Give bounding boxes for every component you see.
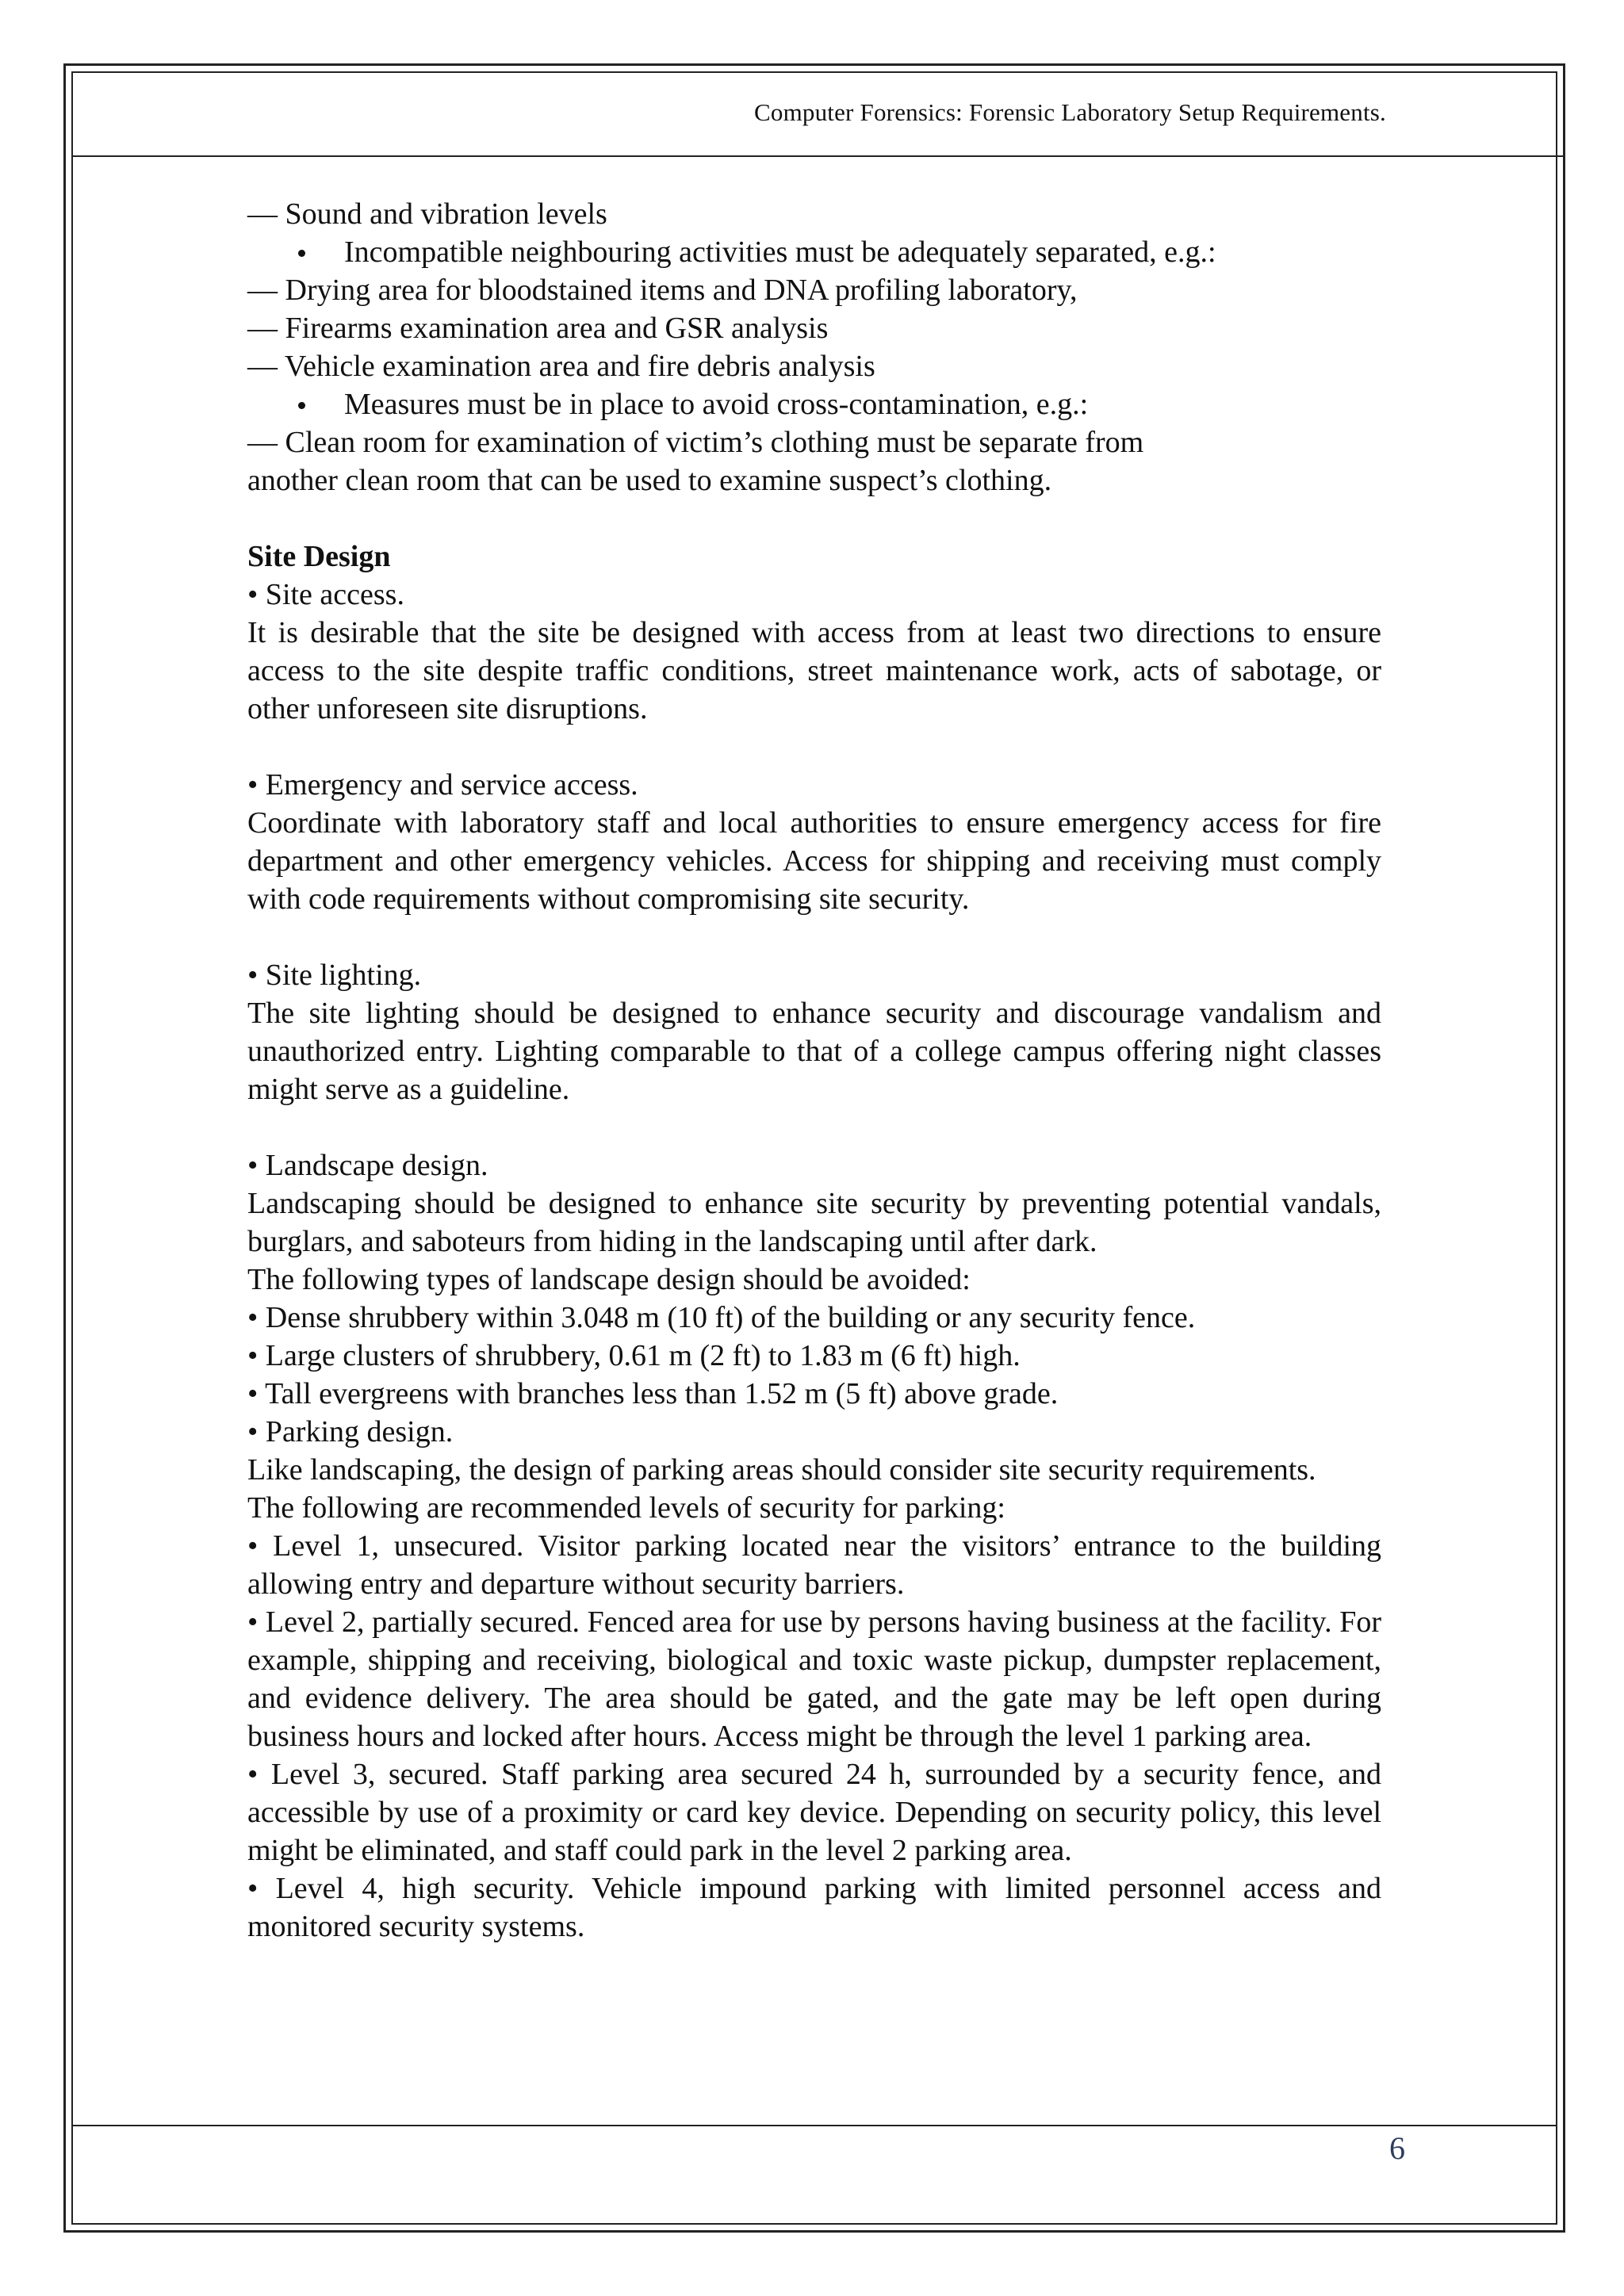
- list-item: • Level 3, secured. Staff parking area secured 24 h, surrounded by a security fence, and accessible by use of a proximity or card key device. Depending on security policy, this level might be eliminated, and staff could park in the level 2 parking area.: [247, 1758, 1381, 1867]
- subsection-title: • Emergency and service access.: [247, 768, 638, 802]
- paragraph: The following are recommended levels of security for parking:: [247, 1491, 1005, 1525]
- paragraph: The site lighting should be designed to enhance security and discourage vandalism and unauthorized entry. Lighting comparable to that of a college campus offering night classes might serve as a guideline.: [247, 997, 1381, 1106]
- paragraph: The following types of landscape design should be avoided:: [247, 1263, 971, 1296]
- footer-divider: [71, 2125, 1557, 2126]
- spacer: [247, 499, 1381, 538]
- paragraph: Coordinate with laboratory staff and local authorities to ensure emergency access for fire department and other emergency vehicles. Access for shipping and receiving must comply with code requirements without compromising site security.: [247, 806, 1381, 916]
- list-item: • Large clusters of shrubbery, 0.61 m (2 ft) to 1.83 m (6 ft) high.: [247, 1339, 1021, 1372]
- header-divider: [71, 155, 1565, 157]
- subsection-title: • Landscape design.: [247, 1149, 488, 1182]
- text-line: — Clean room for examination of victim’s clothing must be separate from: [247, 426, 1144, 459]
- bullet-icon: [298, 402, 305, 409]
- subsection-title: • Parking design.: [247, 1415, 454, 1448]
- text-line: another clean room that can be used to examine suspect’s clothing.: [247, 464, 1052, 497]
- paragraph: Landscaping should be designed to enhance site security by preventing potential vandals, burglars, and saboteurs from hiding in the landscaping until after dark.: [247, 1187, 1381, 1258]
- running-header: Computer Forensics: Forensic Laboratory Setup Requirements.: [754, 98, 1386, 126]
- paragraph: Like landscaping, the design of parking areas should consider site security requirements.: [247, 1453, 1316, 1487]
- text-line: — Drying area for bloodstained items and DNA profiling laboratory,: [247, 274, 1078, 307]
- text-line: — Sound and vibration levels: [247, 197, 607, 231]
- list-item: • Level 1, unsecured. Visitor parking located near the visitors’ entrance to the building allowing entry and departure without security barriers.: [247, 1529, 1381, 1601]
- list-item: • Dense shrubbery within 3.048 m (10 ft) of the building or any security fence.: [247, 1301, 1196, 1334]
- page-number: 6: [1389, 2130, 1405, 2166]
- bullet-icon: [298, 250, 305, 257]
- text-line: — Vehicle examination area and fire debris analysis: [247, 350, 875, 383]
- bullet-text: Incompatible neighbouring activities must be adequately separated, e.g.:: [344, 235, 1216, 269]
- subsection-title: • Site lighting.: [247, 959, 422, 992]
- bullet-text: Measures must be in place to avoid cross-contamination, e.g.:: [344, 388, 1089, 421]
- spacer: [247, 728, 1381, 766]
- section-heading: Site Design: [247, 540, 391, 573]
- text-line: — Firearms examination area and GSR analysis: [247, 312, 829, 345]
- spacer: [247, 1108, 1381, 1146]
- spacer: [247, 918, 1381, 956]
- bullet-item: [247, 233, 1381, 271]
- list-item: • Tall evergreens with branches less than 1.52 m (5 ft) above grade.: [247, 1377, 1059, 1410]
- paragraph: It is desirable that the site be designed with access from at least two directions to ensure access to the site despite traffic conditions, street maintenance work, acts of sabotage, or other unforeseen site disruptions.: [247, 616, 1381, 725]
- list-item: • Level 2, partially secured. Fenced area for use by persons having business at the facility. For example, shipping and receiving, biological and toxic waste pickup, dumpster replacement, and evidence delivery. The area should be gated, and the gate may be left open during business hours and locked after hours. Access might be through the level 1 parking area.: [247, 1605, 1381, 1753]
- list-item: • Level 4, high security. Vehicle impound parking with limited personnel access and monitored security systems.: [247, 1872, 1381, 1943]
- page-body: [247, 195, 1381, 1946]
- bullet-item: [247, 385, 1381, 423]
- subsection-title: • Site access.: [247, 578, 404, 611]
